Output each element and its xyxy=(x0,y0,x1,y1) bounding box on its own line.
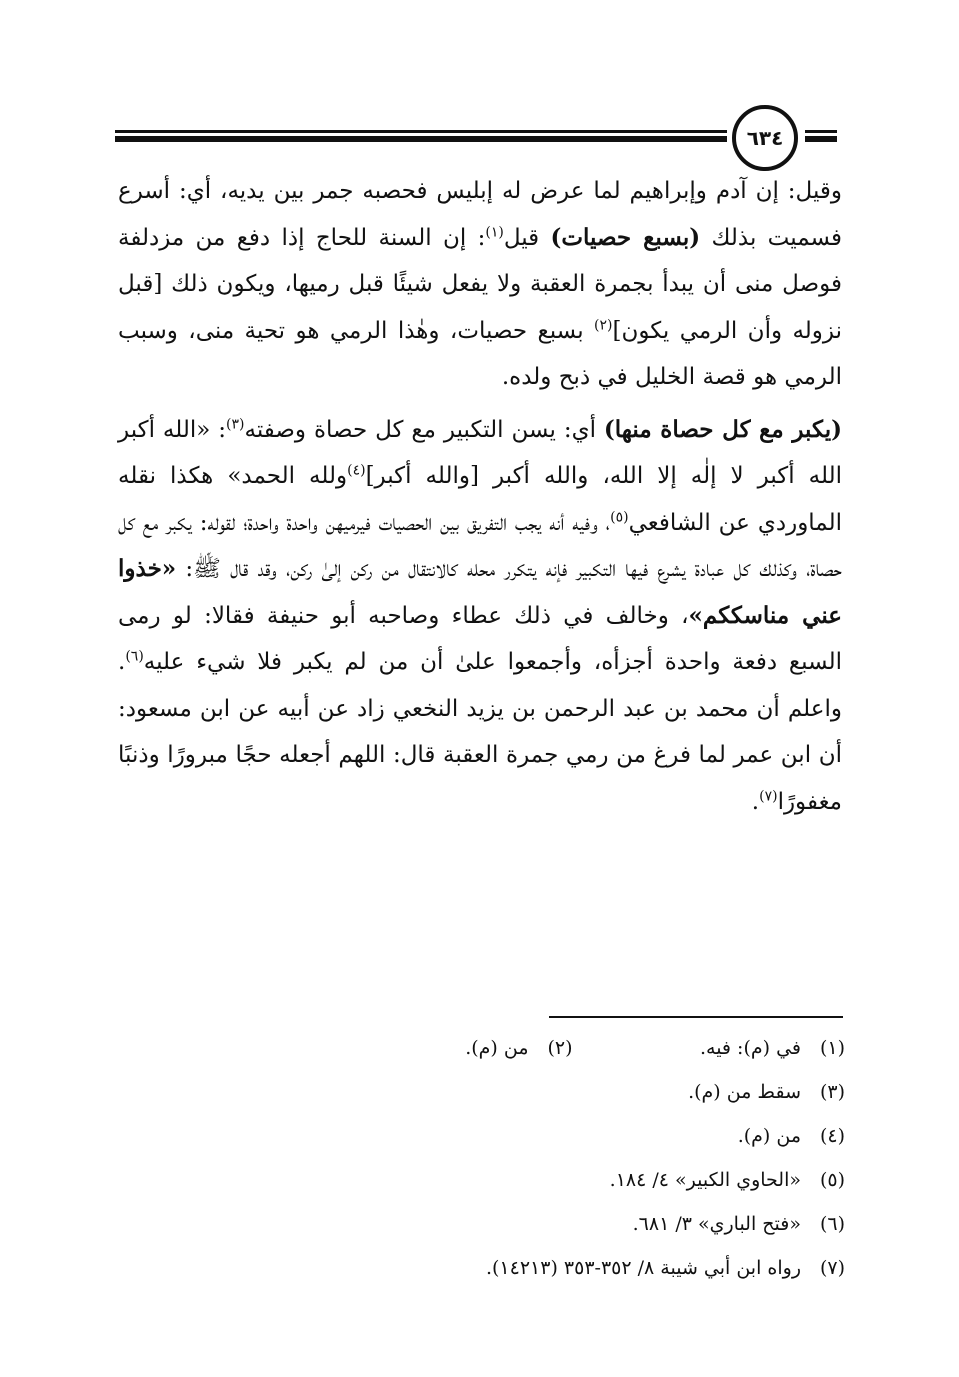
footnote-ref[interactable]: (٥) xyxy=(610,508,629,525)
footnote-number: (٧) xyxy=(819,1257,845,1279)
footnote-ref[interactable]: (٤) xyxy=(347,462,366,479)
footnotes xyxy=(300,1026,845,1290)
page-header xyxy=(115,103,845,167)
footnote-text: سقط من (م). xyxy=(688,1081,801,1103)
footnote-text: «الحاوي الكبير» ٤/ ١٨٤. xyxy=(609,1169,801,1191)
footnote-row xyxy=(300,1026,845,1070)
text-run: : «الله أكبر الله أكبر لا إلٰه إلا الله، والله أكبر [والله أكبر] xyxy=(118,416,842,489)
footnote-text: من (م). xyxy=(465,1037,529,1059)
bold-phrase: (بسبع حصيات) xyxy=(550,223,701,251)
footnote-ref[interactable]: (٣) xyxy=(226,415,245,432)
text-run: ، وخالف في ذلك عطاء وصاحبه أبو حنيفة فقالا: لو رمى السبع دفعة واحدة أجزأه، وأجمعوا علىٰ أن من لم يكبر فلا شيء عليه xyxy=(118,602,842,675)
footnote-number: (٤) xyxy=(819,1125,845,1147)
main-text xyxy=(118,168,842,825)
footnote-number: (٢) xyxy=(547,1037,573,1059)
footnote-ref[interactable]: (٧) xyxy=(759,787,778,804)
header-rule-thin xyxy=(115,130,727,133)
footnote-text: «فتح الباري» ٣/ ٦٨١. xyxy=(632,1213,801,1235)
footnote-ref[interactable]: (١) xyxy=(485,223,504,240)
paragraph-1 xyxy=(118,168,842,401)
footnote-text: رواه ابن أبي شيبة ٨/ ٣٥٢-٣٥٣ (١٤٢١٣). xyxy=(485,1257,801,1279)
footnote-7 xyxy=(300,1257,845,1279)
footnote-1 xyxy=(573,1037,846,1059)
text-run: ، وفيه أنه يجب التفريق بين الحصيات فيرميهن واحدة واحدة؛ لقوله: يكبر مع كل حصاة، وكذلك كل عبادة يشرع فيها التكبير فإنه يتكرر محله كالانتقال من ركن إلىٰ ركن، وقد قال ﷺ: xyxy=(118,509,842,582)
footnote-2 xyxy=(300,1037,573,1059)
footnote-number: (٥) xyxy=(819,1169,845,1191)
text-run: أي: يسن التكبير مع كل حصاة وصفته xyxy=(244,416,604,443)
footnote-number: (١) xyxy=(819,1037,845,1059)
header-rule-right-thick xyxy=(805,136,837,142)
footnote-number: (٣) xyxy=(819,1081,845,1103)
page-number: ٦٣٤ xyxy=(732,105,798,171)
footnote-6 xyxy=(300,1213,845,1235)
footnote-ref[interactable]: (٦) xyxy=(125,648,144,665)
footnote-5 xyxy=(300,1169,845,1191)
footnote-row xyxy=(300,1158,845,1202)
footnote-number: (٦) xyxy=(819,1213,845,1235)
footnote-text: في (م): فيه. xyxy=(699,1037,801,1059)
text-run: بسبع حصيات، وهٰذا الرمي هو تحية منى، وسبب الرمي هو قصة الخليل في ذبح ولده. xyxy=(118,317,842,390)
paragraph-2 xyxy=(118,407,842,826)
text-run: : إن السنة للحاج إذا دفع من مزدلفة فوصل منى أن يبدأ بجمرة العقبة ولا يفعل شيئًا قبل رميها، ويكون ذلك [قبل نزوله وأن الرمي يكون] xyxy=(118,224,842,344)
footnote-row xyxy=(300,1114,845,1158)
header-rule-right-thin xyxy=(805,130,837,133)
footnote-row xyxy=(300,1202,845,1246)
footnote-ref[interactable]: (٢) xyxy=(594,316,613,333)
footnote-text: من (م). xyxy=(737,1125,801,1147)
text-run: . xyxy=(751,788,760,815)
footnote-separator xyxy=(549,1016,843,1018)
text-run: ولله الحمد» هكذا نقله الماوردي عن الشافعي xyxy=(118,463,842,536)
text-run: وقيل: إن آدم وإبراهيم لما عرض له إبليس فحصبه جمر بين يديه، أي: أسرع فسميت بذلك xyxy=(118,178,842,251)
footnote-row xyxy=(300,1246,845,1290)
text-run: قيل xyxy=(503,224,551,251)
bold-phrase: (يكبر مع كل حصاة منها) xyxy=(603,415,842,443)
header-rule-thick xyxy=(115,136,727,142)
footnote-row xyxy=(300,1070,845,1114)
footnote-3 xyxy=(300,1081,845,1103)
footnote-4 xyxy=(300,1125,845,1147)
bold-phrase: «خذوا عني مناسككم» xyxy=(118,555,842,629)
text-run: . واعلم أن محمد بن عبد الرحمن بن يزيد النخعي زاد عن أبيه عن ابن مسعود: أن ابن عمر لما فرغ من رمي جمرة العقبة قال: اللهم أجعله حجًا مبرورًا وذنبًا مغفورًا xyxy=(118,649,842,815)
